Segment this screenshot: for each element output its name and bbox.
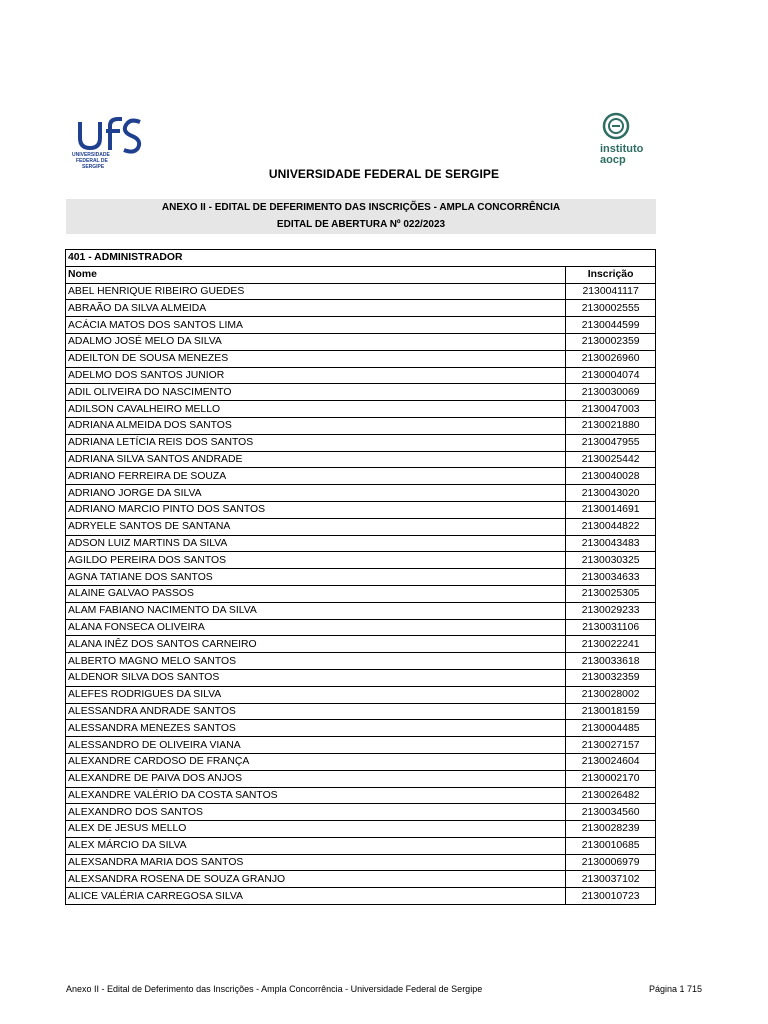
svg-text:SERGIPE: SERGIPE (82, 164, 105, 170)
candidate-name: ADIL OLIVEIRA DO NASCIMENTO (66, 384, 566, 401)
aocp-text-2: aocp (600, 154, 626, 166)
candidate-inscricao: 2130047003 (581, 403, 640, 415)
table-row (66, 300, 656, 317)
footer-caption: Anexo II - Edital de Deferimento das Inscrições - Ampla Concorrência - Universidade Federal de Sergipe (66, 984, 483, 994)
candidate-name: ACÁCIA MATOS DOS SANTOS LIMA (66, 317, 566, 334)
candidate-inscricao: 2130025442 (581, 453, 640, 465)
candidate-inscricao: 2130040028 (581, 470, 640, 482)
candidate-name: ADEILTON DE SOUSA MENEZES (66, 350, 566, 367)
table-row (66, 619, 656, 636)
candidate-name: ALEXANDRE VALÉRIO DA COSTA SANTOS (66, 787, 566, 804)
table-row (66, 669, 656, 686)
candidate-inscricao: 2130010723 (581, 890, 640, 902)
table-row (66, 787, 656, 804)
candidate-inscricao: 2130029233 (581, 605, 640, 617)
table-row (66, 686, 656, 703)
candidate-name: ALANA INÊZ DOS SANTOS CARNEIRO (66, 636, 566, 653)
table-row (66, 653, 656, 670)
candidate-inscricao: 2130010685 (581, 840, 640, 852)
table-row (66, 535, 656, 552)
table-row (66, 468, 656, 485)
candidate-name: ADRIANA LETÍCIA REIS DOS SANTOS (66, 434, 566, 451)
candidate-name: ALAM FABIANO NACIMENTO DA SILVA (66, 602, 566, 619)
candidate-name: ADILSON CAVALHEIRO MELLO (66, 401, 566, 418)
table-row (66, 401, 656, 418)
candidate-name: ADELMO DOS SANTOS JUNIOR (66, 367, 566, 384)
aocp-text-1: instituto (600, 143, 644, 155)
table-row (66, 367, 656, 384)
candidate-name: ADSON LUIZ MARTINS DA SILVA (66, 535, 566, 552)
candidate-inscricao: 2130037102 (581, 873, 640, 885)
table-row (66, 283, 656, 300)
candidate-inscricao: 2130026960 (581, 353, 640, 365)
group-title: 401 - ADMINISTRADOR (68, 252, 183, 264)
candidate-inscricao: 2130018159 (581, 705, 640, 717)
svg-text:UNIVERSIDADE: UNIVERSIDADE (72, 152, 110, 158)
table-row (66, 871, 656, 888)
table-row (66, 720, 656, 737)
table-row (66, 384, 656, 401)
candidate-name: ALEX MÁRCIO DA SILVA (66, 837, 566, 854)
candidate-name: ADRIANO MARCIO PINTO DOS SANTOS (66, 501, 566, 518)
candidate-name: ALEX DE JESUS MELLO (66, 821, 566, 838)
table-row (66, 350, 656, 367)
table-row (66, 434, 656, 451)
candidate-inscricao: 2130034560 (581, 806, 640, 818)
candidate-inscricao: 2130031106 (582, 621, 640, 633)
table-row (66, 585, 656, 602)
table-row (66, 333, 656, 350)
table-row (66, 636, 656, 653)
candidate-inscricao: 2130032359 (581, 672, 640, 684)
candidate-inscricao: 2130043483 (581, 537, 640, 549)
table-row (66, 753, 656, 770)
candidate-inscricao: 2130026482 (581, 789, 640, 801)
candidate-inscricao: 2130034633 (581, 571, 640, 583)
candidate-name: ADRIANO FERREIRA DE SOUZA (66, 468, 566, 485)
candidate-inscricao: 2130014691 (581, 504, 640, 516)
candidate-inscricao: 2130043020 (581, 487, 640, 499)
table-row (66, 451, 656, 468)
candidate-inscricao: 2130047955 (581, 437, 640, 449)
svg-text:FEDERAL DE: FEDERAL DE (76, 158, 108, 164)
candidate-name: ALEXANDRE DE PAIVA DOS ANJOS (66, 770, 566, 787)
candidate-name: ADRIANA SILVA SANTOS ANDRADE (66, 451, 566, 468)
table-row (66, 821, 656, 838)
candidate-name: ALDENOR SILVA DOS SANTOS (66, 669, 566, 686)
table-row (66, 888, 656, 905)
candidate-inscricao: 2130022241 (581, 638, 640, 650)
table-row (66, 737, 656, 754)
candidate-name: ALANA FONSECA OLIVEIRA (66, 619, 566, 636)
candidate-name: AGILDO PEREIRA DOS SANTOS (66, 552, 566, 569)
candidate-inscricao: 2130030069 (581, 386, 640, 398)
candidate-name: ABEL HENRIQUE RIBEIRO GUEDES (66, 283, 566, 300)
candidate-name: ALESSANDRA MENEZES SANTOS (66, 720, 566, 737)
ufs-logo (70, 116, 146, 170)
candidate-name: ALEXANDRO DOS SANTOS (66, 804, 566, 821)
candidate-name: ALEXSANDRA MARIA DOS SANTOS (66, 854, 566, 871)
table-row (66, 485, 656, 502)
edital-banner (66, 199, 656, 234)
banner-line-1: ANEXO II - EDITAL DE DEFERIMENTO DAS INSCRIÇÕES - AMPLA CONCORRÊNCIA (161, 202, 561, 213)
table-row (66, 417, 656, 434)
table-row (66, 854, 656, 871)
header-row (66, 266, 656, 283)
aocp-logo-text (600, 144, 643, 166)
candidate-inscricao: 2130002170 (581, 773, 640, 785)
candidate-inscricao: 2130028239 (581, 823, 640, 835)
table-row (66, 837, 656, 854)
candidate-inscricao: 2130024604 (581, 756, 640, 768)
candidate-inscricao: 2130041117 (582, 285, 639, 297)
column-header-nome: Nome (66, 266, 566, 283)
table-row (66, 770, 656, 787)
candidate-inscricao: 2130021880 (581, 420, 640, 432)
candidate-name: ALAINE GALVAO PASSOS (66, 585, 566, 602)
table-row (66, 552, 656, 569)
table-row (66, 703, 656, 720)
candidate-name: ALEFES RODRIGUES DA SILVA (66, 686, 566, 703)
candidate-name: ABRAÃO DA SILVA ALMEIDA (66, 300, 566, 317)
candidate-name: ALBERTO MAGNO MELO SANTOS (66, 653, 566, 670)
candidates-table (65, 249, 656, 905)
candidate-inscricao: 2130004074 (581, 369, 640, 381)
table-row (66, 317, 656, 334)
candidate-inscricao: 2130044599 (581, 319, 640, 331)
candidate-inscricao: 2130027157 (581, 739, 640, 751)
candidate-inscricao: 2130025305 (581, 588, 640, 600)
column-header-inscricao: Inscrição (587, 269, 634, 281)
group-row (66, 250, 656, 267)
candidate-inscricao: 2130002555 (581, 302, 640, 314)
candidate-name: ALICE VALÉRIA CARREGOSA SILVA (66, 888, 566, 905)
candidate-name: ALEXANDRE CARDOSO DE FRANÇA (66, 753, 566, 770)
table-row (66, 569, 656, 586)
banner-line-2: EDITAL DE ABERTURA Nº 022/2023 (276, 219, 446, 230)
table-row (66, 804, 656, 821)
candidate-inscricao: 2130004485 (581, 722, 640, 734)
candidate-name: ADRIANA ALMEIDA DOS SANTOS (66, 417, 566, 434)
page-title: UNIVERSIDADE FEDERAL DE SERGIPE (268, 167, 500, 181)
candidate-name: AGNA TATIANE DOS SANTOS (66, 569, 566, 586)
candidate-inscricao: 2130044822 (581, 521, 640, 533)
table-row (66, 518, 656, 535)
candidate-name: ADALMO JOSÉ MELO DA SILVA (66, 333, 566, 350)
candidate-inscricao: 2130028002 (581, 689, 640, 701)
candidate-name: ALESSANDRA ANDRADE SANTOS (66, 703, 566, 720)
candidate-inscricao: 2130030325 (581, 554, 640, 566)
table-row (66, 602, 656, 619)
table-row (66, 501, 656, 518)
candidate-name: ALESSANDRO DE OLIVEIRA VIANA (66, 737, 566, 754)
candidate-name: ADRYELE SANTOS DE SANTANA (66, 518, 566, 535)
candidate-inscricao: 2130006979 (581, 857, 640, 869)
page-number: Página 1 715 (648, 984, 702, 994)
candidate-inscricao: 2130002359 (581, 336, 640, 348)
candidate-inscricao: 2130033618 (581, 655, 640, 667)
candidate-name: ALEXSANDRA ROSENA DE SOUZA GRANJO (66, 871, 566, 888)
candidate-name: ADRIANO JORGE DA SILVA (66, 485, 566, 502)
